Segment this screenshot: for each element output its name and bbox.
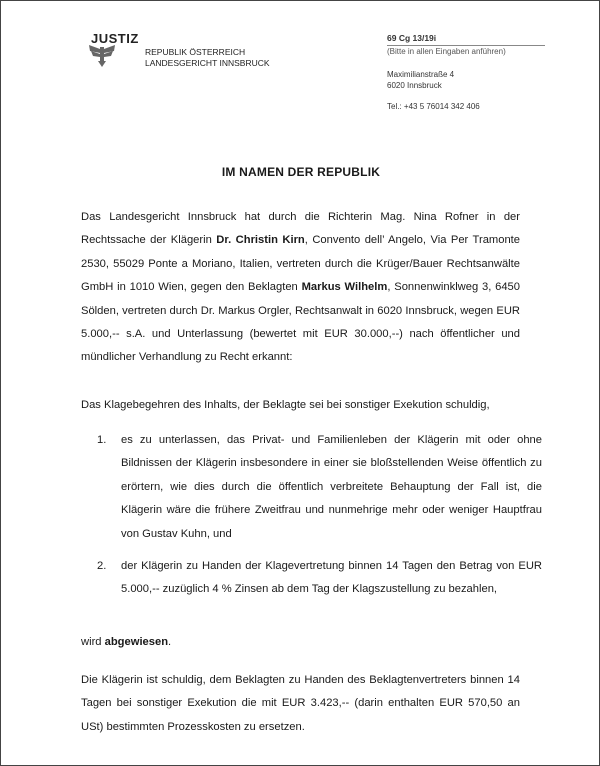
court-phone: Tel.: +43 5 76014 342 406 [387,102,480,111]
defendant-name: Markus Wilhelm [301,281,388,294]
intro-text-c: , Sonnenwinklweg 3, 6450 Sölden, vertreten durch Dr. Markus Orgler, Rechtsanwalt in 6020 Innsbruck, wegen EUR 5.000,-- s.A. und Unterlassung (bewertet mit EUR 30.000,--) nach öffentlicher und mündlicher Verhandlung zu Recht erkannt: [81,281,520,364]
verdict-suffix: . [168,636,172,648]
court-name [145,47,270,69]
list-item [81,555,542,602]
list-number: 1. [97,434,107,446]
verdict-line [81,631,520,654]
list-number: 2. [97,560,107,572]
justiz-wordmark: JUSTIZ [91,31,139,46]
document-title: IM NAMEN DER REPUBLIK [221,165,381,179]
court-city: 6020 Innsbruck [387,81,442,90]
costs-paragraph: Die Klägerin ist schuldig, dem Beklagten zu Handen des Beklagtenvertreters binnen 14 Tagen bei sonstiger Exekution die mit EUR 3.423,-- (darin enthalten EUR 570,50 an USt) bestimmten Prozesskosten zu ersetzen. [81,674,520,733]
intro-paragraph [81,206,520,370]
plaintiff-name: Dr. Christin Kirn [216,234,305,247]
claim-intro: Das Klagebegehren des Inhalts, der Beklagte sei bei sonstiger Exekution schuldig, [81,399,490,411]
verdict-prefix: wird [81,636,105,648]
case-number: 69 Cg 13/19i [387,33,437,43]
reference-block [387,33,545,112]
list-text: es zu unterlassen, das Privat- und Familienleben der Klägerin mit oder ohne Bildnissen der Klägerin insbesondere in einer sie bloßstellenden Weise öffentlich zu erörtern, wie dies durch die öffentlich verbreitete Behauptung der Fall ist, die Klägerin wäre die frühere Zweitfrau und nunmehrige mehr oder weniger Hauptfrau von Gustav Kuhn, und [121,434,542,540]
list-text: der Klägerin zu Handen der Klagevertretung binnen 14 Tagen den Betrag von EUR 5.000,-- zuzüglich 4 % Zinsen ab dem Tag der Klagszustellung zu bezahlen, [121,560,542,596]
court-line-1: REPUBLIK ÖSTERREICH [145,47,246,57]
verdict-word: abgewiesen [104,636,169,648]
case-hint: (Bitte in allen Eingaben anführen) [387,47,506,56]
court-address [387,69,545,91]
court-street: Maximilianstraße 4 [387,70,455,79]
list-item [81,429,542,546]
intro-text-a: Das Landesgericht Innsbruck hat durch die Richterin Mag. Nina Rofner in der Rechtssache der Klägerin [81,211,520,247]
intro-text-b: , Convento dell’ Angelo, Via Per Tramonte 2530, 55029 Ponte a Moriano, Italien, vertreten durch die Krüger/Bauer Rechtsanwälte GmbH in 1010 Wien, gegen den Beklagten [81,234,521,294]
court-line-2: LANDESGERICHT INNSBRUCK [145,58,270,68]
